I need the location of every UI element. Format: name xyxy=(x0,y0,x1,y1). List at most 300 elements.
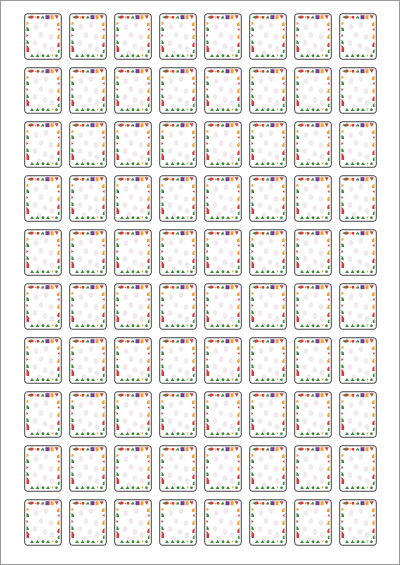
card xyxy=(24,337,62,384)
flower-icon xyxy=(262,394,265,397)
gift-icon xyxy=(96,501,99,505)
gift-icon xyxy=(141,177,144,181)
flower-icon xyxy=(370,540,373,543)
gift-icon xyxy=(231,177,234,181)
flower-icon xyxy=(190,324,193,327)
flower-icon xyxy=(100,108,103,111)
flower-icon xyxy=(357,324,360,327)
gift-icon xyxy=(231,501,234,505)
flower-icon xyxy=(100,162,103,165)
gift-icon xyxy=(186,177,189,181)
gift-icon xyxy=(141,501,144,505)
flower-icon xyxy=(217,178,220,181)
flower-icon xyxy=(37,124,40,127)
flower-icon xyxy=(267,486,270,489)
card xyxy=(114,283,152,330)
flower-icon xyxy=(190,216,193,219)
gift-icon xyxy=(51,15,54,19)
gift-icon xyxy=(91,69,95,73)
flower-icon xyxy=(132,162,135,165)
flower-icon xyxy=(352,502,355,505)
gift-icon xyxy=(51,447,54,451)
card xyxy=(339,391,377,438)
gift-icon xyxy=(91,501,95,505)
gift-icon xyxy=(51,69,54,73)
flower-icon xyxy=(325,216,328,219)
card xyxy=(294,391,332,438)
flower-icon xyxy=(280,540,283,543)
gift-icon xyxy=(361,177,365,181)
flower-icon xyxy=(352,178,355,181)
flower-icon xyxy=(235,108,238,111)
gift-icon xyxy=(226,285,230,289)
card xyxy=(249,229,287,276)
gift-icon xyxy=(136,15,140,19)
card-grid xyxy=(24,13,377,546)
flower-icon xyxy=(267,108,270,111)
card xyxy=(204,13,242,60)
card xyxy=(249,283,287,330)
flower-icon xyxy=(82,232,85,235)
gift-icon xyxy=(321,501,324,505)
card xyxy=(114,445,152,492)
gift-icon xyxy=(141,231,144,235)
flower-icon xyxy=(37,448,40,451)
card xyxy=(204,175,242,222)
gift-icon xyxy=(46,501,50,505)
gift-icon xyxy=(141,393,144,397)
flower-icon xyxy=(267,54,270,57)
flower-icon xyxy=(307,232,310,235)
flower-icon xyxy=(55,378,58,381)
gift-icon xyxy=(51,231,54,235)
gift-icon xyxy=(361,123,365,127)
gift-icon xyxy=(91,123,95,127)
gift-icon xyxy=(181,123,185,127)
gift-icon xyxy=(141,123,144,127)
gift-icon xyxy=(316,393,320,397)
gift-icon xyxy=(136,231,140,235)
flower-icon xyxy=(132,324,135,327)
flower-icon xyxy=(312,378,315,381)
gift-icon xyxy=(181,393,185,397)
gift-icon xyxy=(361,15,365,19)
flower-icon xyxy=(222,108,225,111)
flower-icon xyxy=(37,178,40,181)
flower-icon xyxy=(172,178,175,181)
flower-icon xyxy=(352,16,355,19)
gift-icon xyxy=(46,123,50,127)
gift-icon xyxy=(276,393,279,397)
flower-icon xyxy=(87,324,90,327)
card xyxy=(339,445,377,492)
gift-icon xyxy=(316,231,320,235)
flower-icon xyxy=(172,394,175,397)
flower-icon xyxy=(172,502,175,505)
gift-icon xyxy=(186,393,189,397)
gift-icon xyxy=(231,231,234,235)
gift-icon xyxy=(46,285,50,289)
flower-icon xyxy=(82,178,85,181)
gift-icon xyxy=(51,501,54,505)
flower-icon xyxy=(87,378,90,381)
flower-icon xyxy=(357,54,360,57)
flower-icon xyxy=(82,286,85,289)
gift-icon xyxy=(91,177,95,181)
card xyxy=(159,499,197,546)
flower-icon xyxy=(312,162,315,165)
gift-icon xyxy=(136,339,140,343)
flower-icon xyxy=(42,486,45,489)
flower-icon xyxy=(235,162,238,165)
flower-icon xyxy=(325,162,328,165)
gift-icon xyxy=(316,69,320,73)
gift-icon xyxy=(136,285,140,289)
flower-icon xyxy=(307,448,310,451)
flower-icon xyxy=(262,70,265,73)
flower-icon xyxy=(190,432,193,435)
gift-icon xyxy=(361,339,365,343)
gift-icon xyxy=(226,15,230,19)
card xyxy=(294,13,332,60)
flower-icon xyxy=(235,324,238,327)
gift-icon xyxy=(186,339,189,343)
gift-icon xyxy=(276,69,279,73)
card xyxy=(114,67,152,114)
flower-icon xyxy=(100,378,103,381)
gift-icon xyxy=(226,123,230,127)
gift-icon xyxy=(316,123,320,127)
gift-icon xyxy=(366,339,369,343)
flower-icon xyxy=(37,232,40,235)
flower-icon xyxy=(127,124,130,127)
flower-icon xyxy=(312,54,315,57)
flower-icon xyxy=(267,540,270,543)
card xyxy=(24,445,62,492)
flower-icon xyxy=(357,162,360,165)
flower-icon xyxy=(55,324,58,327)
gift-icon xyxy=(96,123,99,127)
flower-icon xyxy=(267,162,270,165)
gift-icon xyxy=(46,69,50,73)
flower-icon xyxy=(307,394,310,397)
gift-icon xyxy=(231,285,234,289)
flower-icon xyxy=(127,16,130,19)
gift-icon xyxy=(361,231,365,235)
card xyxy=(24,391,62,438)
gift-icon xyxy=(316,177,320,181)
flower-icon xyxy=(55,54,58,57)
flower-icon xyxy=(217,340,220,343)
flower-icon xyxy=(352,124,355,127)
flower-icon xyxy=(267,378,270,381)
card xyxy=(204,283,242,330)
flower-icon xyxy=(177,216,180,219)
gift-icon xyxy=(271,15,275,19)
flower-icon xyxy=(100,216,103,219)
card xyxy=(249,337,287,384)
flower-icon xyxy=(352,286,355,289)
card xyxy=(204,121,242,168)
flower-icon xyxy=(82,124,85,127)
flower-icon xyxy=(37,394,40,397)
flower-icon xyxy=(145,486,148,489)
card xyxy=(24,121,62,168)
flower-icon xyxy=(132,270,135,273)
flower-icon xyxy=(37,70,40,73)
flower-icon xyxy=(325,486,328,489)
gift-icon xyxy=(366,69,369,73)
card xyxy=(249,445,287,492)
flower-icon xyxy=(307,340,310,343)
gift-icon xyxy=(136,69,140,73)
flower-icon xyxy=(312,270,315,273)
card xyxy=(159,229,197,276)
flower-icon xyxy=(127,502,130,505)
gift-icon xyxy=(361,447,365,451)
flower-icon xyxy=(325,378,328,381)
flower-icon xyxy=(352,448,355,451)
gift-icon xyxy=(271,177,275,181)
flower-icon xyxy=(127,394,130,397)
flower-icon xyxy=(307,70,310,73)
gift-icon xyxy=(46,177,50,181)
flower-icon xyxy=(307,124,310,127)
flower-icon xyxy=(177,270,180,273)
flower-icon xyxy=(87,54,90,57)
flower-icon xyxy=(55,432,58,435)
gift-icon xyxy=(226,231,230,235)
gift-icon xyxy=(366,501,369,505)
flower-icon xyxy=(87,162,90,165)
flower-icon xyxy=(177,432,180,435)
flower-icon xyxy=(280,108,283,111)
flower-icon xyxy=(100,54,103,57)
flower-icon xyxy=(352,70,355,73)
flower-icon xyxy=(357,108,360,111)
flower-icon xyxy=(55,270,58,273)
flower-icon xyxy=(357,270,360,273)
card xyxy=(294,283,332,330)
flower-icon xyxy=(262,178,265,181)
card xyxy=(114,121,152,168)
card xyxy=(69,229,107,276)
gift-icon xyxy=(231,123,234,127)
flower-icon xyxy=(325,54,328,57)
gift-icon xyxy=(46,15,50,19)
gift-icon xyxy=(361,501,365,505)
gift-icon xyxy=(51,393,54,397)
flower-icon xyxy=(235,540,238,543)
card xyxy=(294,229,332,276)
flower-icon xyxy=(177,324,180,327)
flower-icon xyxy=(42,216,45,219)
card xyxy=(24,67,62,114)
flower-icon xyxy=(37,286,40,289)
gift-icon xyxy=(91,15,95,19)
gift-icon xyxy=(141,339,144,343)
card xyxy=(69,391,107,438)
card xyxy=(204,229,242,276)
flower-icon xyxy=(177,54,180,57)
flower-icon xyxy=(177,486,180,489)
flower-icon xyxy=(190,378,193,381)
flower-icon xyxy=(307,286,310,289)
flower-icon xyxy=(262,448,265,451)
gift-icon xyxy=(141,69,144,73)
flower-icon xyxy=(312,486,315,489)
gift-icon xyxy=(141,285,144,289)
flower-icon xyxy=(262,124,265,127)
flower-icon xyxy=(280,54,283,57)
flower-icon xyxy=(357,216,360,219)
flower-icon xyxy=(190,540,193,543)
gift-icon xyxy=(231,447,234,451)
card xyxy=(204,391,242,438)
flower-icon xyxy=(132,216,135,219)
card xyxy=(294,67,332,114)
flower-icon xyxy=(55,216,58,219)
gift-icon xyxy=(316,447,320,451)
flower-icon xyxy=(280,378,283,381)
flower-icon xyxy=(42,54,45,57)
card xyxy=(159,283,197,330)
gift-icon xyxy=(91,285,95,289)
flower-icon xyxy=(325,270,328,273)
gift-icon xyxy=(136,177,140,181)
gift-icon xyxy=(51,123,54,127)
flower-icon xyxy=(127,286,130,289)
gift-icon xyxy=(276,339,279,343)
flower-icon xyxy=(190,54,193,57)
gift-icon xyxy=(276,15,279,19)
card xyxy=(159,445,197,492)
card xyxy=(159,121,197,168)
flower-icon xyxy=(307,16,310,19)
card xyxy=(114,175,152,222)
flower-icon xyxy=(82,70,85,73)
flower-icon xyxy=(370,270,373,273)
card xyxy=(294,337,332,384)
flower-icon xyxy=(42,108,45,111)
gift-icon xyxy=(231,69,234,73)
flower-icon xyxy=(370,324,373,327)
flower-icon xyxy=(280,162,283,165)
flower-icon xyxy=(145,54,148,57)
gift-icon xyxy=(321,339,324,343)
flower-icon xyxy=(190,108,193,111)
gift-icon xyxy=(226,447,230,451)
gift-icon xyxy=(186,123,189,127)
flower-icon xyxy=(82,394,85,397)
flower-icon xyxy=(325,540,328,543)
flower-icon xyxy=(222,432,225,435)
flower-icon xyxy=(37,340,40,343)
gift-icon xyxy=(276,285,279,289)
flower-icon xyxy=(325,108,328,111)
flower-icon xyxy=(132,432,135,435)
gift-icon xyxy=(96,69,99,73)
gift-icon xyxy=(271,501,275,505)
gift-icon xyxy=(96,231,99,235)
flower-icon xyxy=(145,216,148,219)
gift-icon xyxy=(46,231,50,235)
gift-icon xyxy=(321,15,324,19)
gift-icon xyxy=(366,393,369,397)
flower-icon xyxy=(145,108,148,111)
flower-icon xyxy=(177,108,180,111)
gift-icon xyxy=(276,177,279,181)
gift-icon xyxy=(186,501,189,505)
flower-icon xyxy=(127,178,130,181)
flower-icon xyxy=(177,162,180,165)
flower-icon xyxy=(100,540,103,543)
flower-icon xyxy=(235,432,238,435)
gift-icon xyxy=(91,339,95,343)
flower-icon xyxy=(172,16,175,19)
flower-icon xyxy=(87,216,90,219)
flower-icon xyxy=(132,108,135,111)
gift-icon xyxy=(226,69,230,73)
flower-icon xyxy=(235,216,238,219)
flower-icon xyxy=(352,394,355,397)
card xyxy=(24,13,62,60)
gift-icon xyxy=(181,177,185,181)
card xyxy=(159,337,197,384)
card xyxy=(339,229,377,276)
flower-icon xyxy=(222,162,225,165)
flower-icon xyxy=(42,378,45,381)
card xyxy=(69,337,107,384)
flower-icon xyxy=(100,432,103,435)
gift-icon xyxy=(136,447,140,451)
gift-icon xyxy=(361,285,365,289)
flower-icon xyxy=(172,340,175,343)
gift-icon xyxy=(186,447,189,451)
flower-icon xyxy=(267,432,270,435)
flower-icon xyxy=(357,540,360,543)
card xyxy=(294,175,332,222)
gift-icon xyxy=(181,339,185,343)
flower-icon xyxy=(307,178,310,181)
gift-icon xyxy=(51,339,54,343)
gift-icon xyxy=(96,15,99,19)
gift-icon xyxy=(366,285,369,289)
flower-icon xyxy=(222,216,225,219)
flower-icon xyxy=(307,502,310,505)
gift-icon xyxy=(231,339,234,343)
flower-icon xyxy=(190,270,193,273)
flower-icon xyxy=(42,432,45,435)
flower-icon xyxy=(55,486,58,489)
flower-icon xyxy=(87,108,90,111)
flower-icon xyxy=(82,448,85,451)
flower-icon xyxy=(87,486,90,489)
gift-icon xyxy=(181,69,185,73)
flower-icon xyxy=(37,16,40,19)
flower-icon xyxy=(217,124,220,127)
card xyxy=(114,229,152,276)
card xyxy=(69,445,107,492)
gift-icon xyxy=(181,15,185,19)
flower-icon xyxy=(37,502,40,505)
flower-icon xyxy=(217,448,220,451)
flower-icon xyxy=(100,486,103,489)
gift-icon xyxy=(91,393,95,397)
gift-icon xyxy=(321,69,324,73)
flower-icon xyxy=(222,486,225,489)
flower-icon xyxy=(127,340,130,343)
